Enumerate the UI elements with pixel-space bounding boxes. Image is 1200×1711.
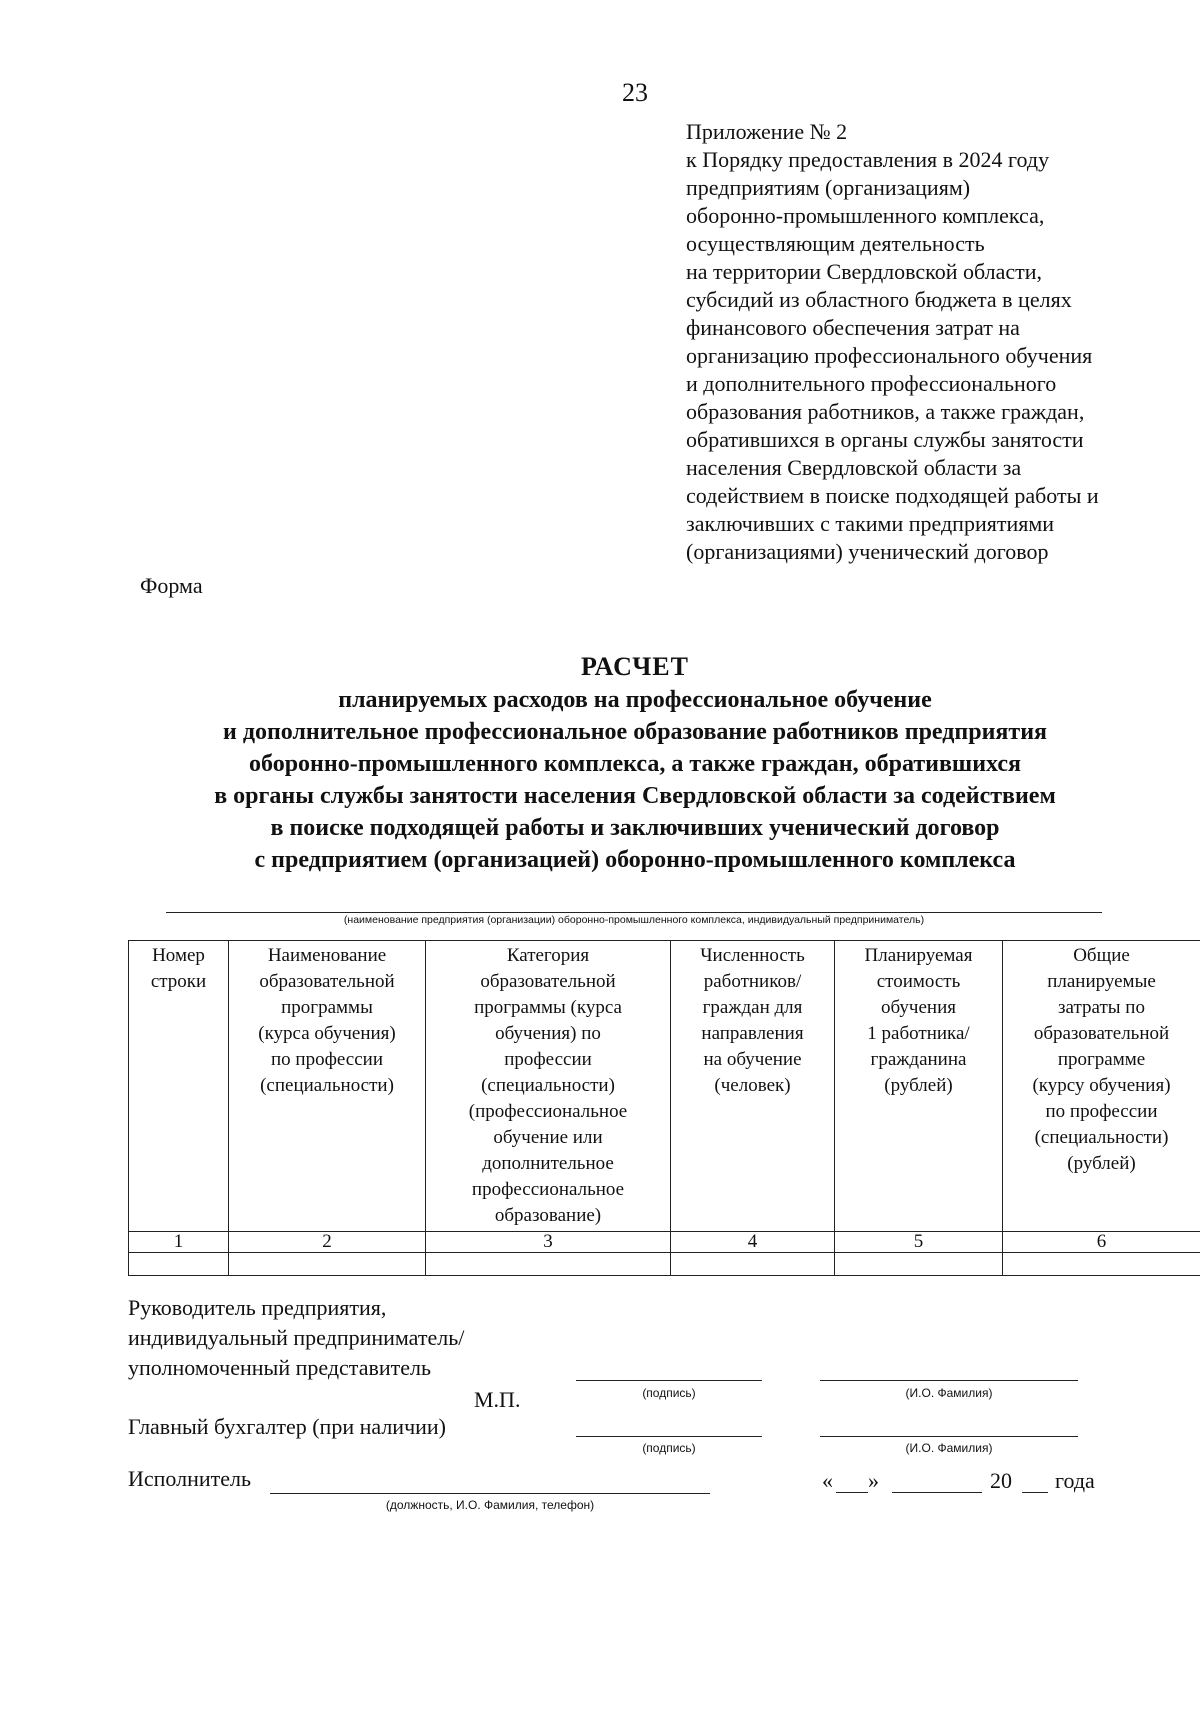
header-text: Категория образовательной программы (курса обучения) по профессии (специальности) (профессиональное обучение или дополнительное профессиональное образование) bbox=[468, 945, 628, 1226]
document-title bbox=[100, 650, 1170, 876]
name-caption: (И.О. Фамилия) bbox=[905, 1441, 993, 1455]
executor-line[interactable] bbox=[270, 1493, 710, 1494]
empty-cell[interactable] bbox=[1003, 1253, 1200, 1276]
empty-cell[interactable] bbox=[835, 1253, 1003, 1276]
header-text: Общие планируемые затраты по образовательной программе (курсу обучения) по профессии (специальности) (рублей) bbox=[1032, 945, 1171, 1174]
header-cell bbox=[835, 941, 1003, 1232]
column-number-row bbox=[129, 1232, 1200, 1253]
header-cell bbox=[1003, 941, 1200, 1232]
header-text: Численность работников/ граждан для направления на обучение (человек) bbox=[700, 945, 805, 1096]
appendix-line: организацию профессионального обучения bbox=[686, 343, 1093, 368]
appendix-line: осуществляющим деятельность bbox=[686, 231, 985, 256]
table-row bbox=[129, 1253, 1200, 1276]
date-suffix: года bbox=[1055, 1468, 1095, 1493]
head-title-line: индивидуальный предприниматель/ bbox=[128, 1325, 465, 1350]
date-century: 20 bbox=[990, 1468, 1012, 1493]
form-label: Форма bbox=[140, 573, 203, 598]
date-month-line[interactable] bbox=[892, 1492, 982, 1493]
date-year-line[interactable] bbox=[1022, 1492, 1048, 1493]
appendix-line: содействием в поиске подходящей работы и bbox=[686, 483, 1099, 508]
head-signature-line[interactable] bbox=[576, 1380, 762, 1381]
title-main: РАСЧЕТ bbox=[581, 652, 689, 681]
executor-caption: (должность, И.О. Фамилия, телефон) bbox=[385, 1498, 595, 1512]
column-number: 1 bbox=[129, 1232, 229, 1253]
name-caption: (И.О. Фамилия) bbox=[905, 1386, 993, 1400]
empty-cell[interactable] bbox=[129, 1253, 229, 1276]
table-header-row bbox=[129, 941, 1200, 1232]
appendix-line: предприятиям (организациям) bbox=[686, 175, 971, 200]
executor-label: Исполнитель bbox=[128, 1466, 252, 1491]
accountant-signature-line[interactable] bbox=[576, 1436, 762, 1437]
header-text: Планируемая стоимость обучения 1 работника/ гражданина (рублей) bbox=[864, 945, 973, 1096]
date-day-line[interactable] bbox=[836, 1492, 868, 1493]
organization-name-line[interactable] bbox=[166, 912, 1102, 913]
appendix-line: (организациями) ученический договор bbox=[686, 539, 1049, 564]
accountant-label: Главный бухгалтер (при наличии) bbox=[128, 1414, 447, 1439]
empty-cell[interactable] bbox=[671, 1253, 835, 1276]
title-line: с предприятием (организацией) оборонно-промышленного комплекса bbox=[254, 847, 1016, 873]
appendix-note bbox=[686, 118, 1186, 566]
header-cell bbox=[229, 941, 426, 1232]
calculation-table bbox=[128, 940, 1200, 1276]
title-line: оборонно-промышленного комплекса, а также граждан, обратившихся bbox=[249, 751, 1021, 777]
title-line: в поиске подходящей работы и заключивших ученический договор bbox=[270, 815, 1000, 841]
title-line: в органы службы занятости населения Свердловской области за содействием bbox=[214, 783, 1056, 809]
appendix-line: на территории Свердловской области, bbox=[686, 259, 1043, 284]
head-title-line: уполномоченный представитель bbox=[128, 1355, 432, 1380]
head-title-line: Руководитель предприятия, bbox=[128, 1295, 387, 1320]
empty-cell[interactable] bbox=[229, 1253, 426, 1276]
head-name-line[interactable] bbox=[820, 1380, 1078, 1381]
column-number: 3 bbox=[426, 1232, 671, 1253]
header-text: Наименование образовательной программы (курса обучения) по профессии (специальности) bbox=[258, 945, 396, 1096]
appendix-line: заключивших с такими предприятиями bbox=[686, 511, 1055, 536]
signature-caption: (подпись) bbox=[642, 1441, 696, 1455]
appendix-line: Приложение № 2 bbox=[686, 119, 848, 144]
title-line: планируемых расходов на профессиональное обучение bbox=[338, 687, 932, 713]
empty-cell[interactable] bbox=[426, 1253, 671, 1276]
column-number: 5 bbox=[835, 1232, 1003, 1253]
header-text: Номер строки bbox=[150, 945, 207, 992]
stamp-label: М.П. bbox=[474, 1387, 521, 1412]
column-number: 6 bbox=[1003, 1232, 1200, 1253]
column-number: 4 bbox=[671, 1232, 835, 1253]
appendix-line: населения Свердловской области за bbox=[686, 455, 1022, 480]
date-open-quote: « bbox=[822, 1468, 833, 1493]
appendix-line: финансового обеспечения затрат на bbox=[686, 315, 1020, 340]
appendix-line: образования работников, а также граждан, bbox=[686, 399, 1085, 424]
appendix-line: обратившихся в органы службы занятости bbox=[686, 427, 1084, 452]
header-cell bbox=[671, 941, 835, 1232]
column-number: 2 bbox=[229, 1232, 426, 1253]
accountant-name-line[interactable] bbox=[820, 1436, 1078, 1437]
appendix-line: оборонно-промышленного комплекса, bbox=[686, 203, 1045, 228]
appendix-line: и дополнительного профессионального bbox=[686, 371, 1057, 396]
appendix-line: к Порядку предоставления в 2024 году bbox=[686, 147, 1050, 172]
page-number: 23 bbox=[622, 78, 648, 107]
organization-name-caption: (наименование предприятия (организации) оборонно-промышленного комплекса, индивидуальный предприниматель) bbox=[343, 914, 925, 926]
date-close-quote: » bbox=[868, 1468, 879, 1493]
signature-caption: (подпись) bbox=[642, 1386, 696, 1400]
header-cell bbox=[426, 941, 671, 1232]
title-line: и дополнительное профессиональное образование работников предприятия bbox=[222, 719, 1047, 745]
header-cell bbox=[129, 941, 229, 1232]
appendix-line: субсидий из областного бюджета в целях bbox=[686, 287, 1072, 312]
